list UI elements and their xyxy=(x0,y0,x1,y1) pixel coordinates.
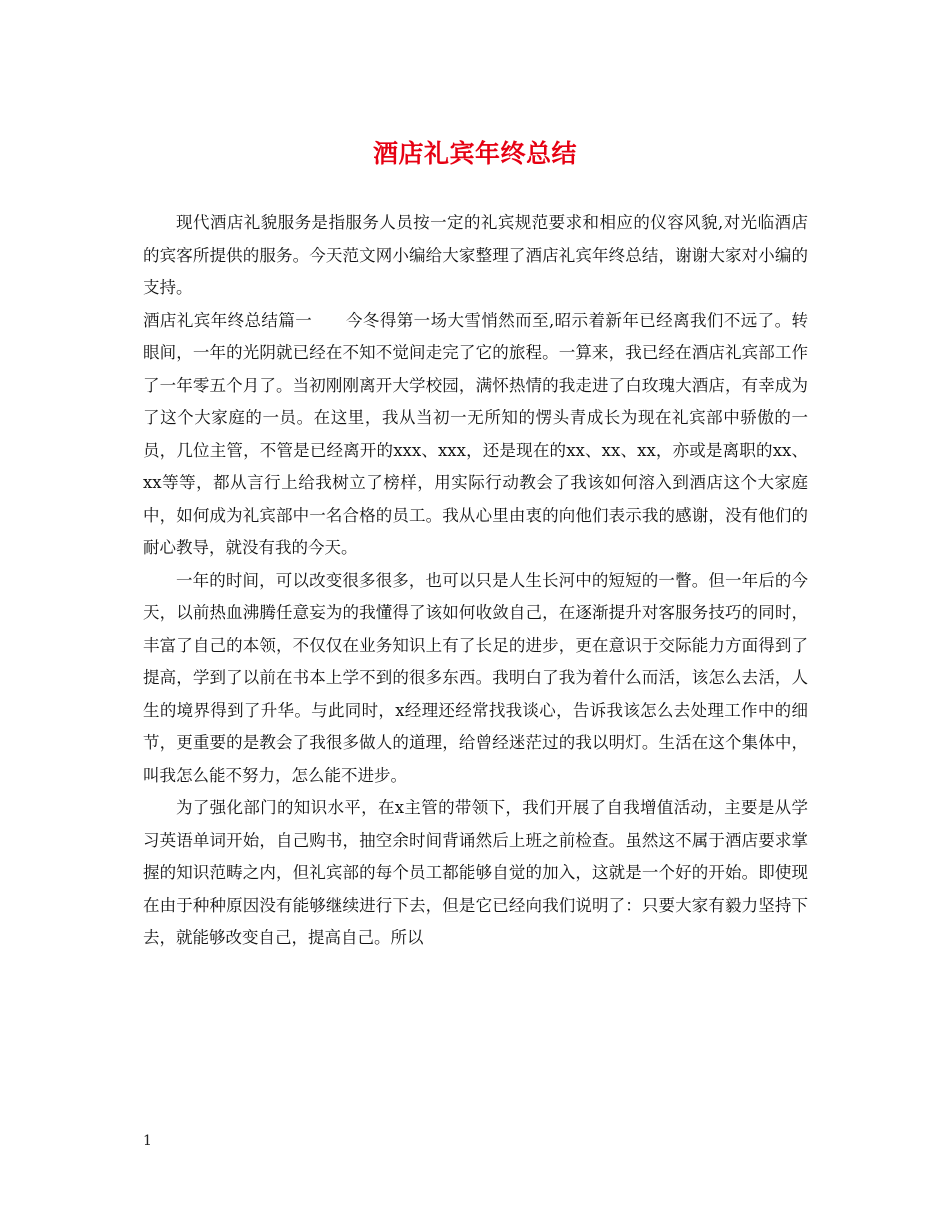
page-number: 1 xyxy=(143,1133,152,1149)
paragraph-intro: 现代酒店礼貌服务是指服务人员按一定的礼宾规范要求和相应的仪容风貌,对光临酒店的宾客所提供的服务。今天范文网小编给大家整理了酒店礼宾年终总结，谢谢大家对小编的支持。 xyxy=(143,213,808,297)
paragraph-self-improvement: 为了强化部门的知识水平，在x主管的带领下，我们开展了自我增值活动，主要是从学习英语单词开始，自己购书，抽空余时间背诵然后上班之前检查。虽然这不属于酒店要求掌握的知识范畴之内，但礼宾部的每个员工都能够自觉的加入，这就是一个好的开始。即使现在由于种种原因没有能够继续进行下去，但是它已经向我们说明了：只要大家有毅力坚持下去，就能够改变自己，提高自己。所以 xyxy=(143,798,808,947)
document-body xyxy=(143,207,808,955)
document-title: 酒店礼宾年终总结 xyxy=(372,139,577,168)
paragraph-year-reflection: 一年的时间，可以改变很多很多，也可以只是人生长河中的短短的一瞥。但一年后的今天，以前热血沸腾任意妄为的我懂得了该如何收敛自己，在逐渐提升对客服务技巧的同时，丰富了自己的本领，不仅仅在业务知识上有了长足的进步，更在意识于交际能力方面得到了提高，学到了以前在书本上学不到的很多东西。我明白了我为着什么而活，该怎么去活，人生的境界得到了升华。与此同时，x经理还经常找我谈心，告诉我该怎么去处理工作中的细节，更重要的是教会了我很多做人的道理，给曾经迷茫过的我以明灯。生活在这个集体中，叫我怎么能不努力，怎么能不进步。 xyxy=(143,570,808,785)
paragraph-part-one: 酒店礼宾年终总结篇一 今冬得第一场大雪悄然而至,昭示着新年已经离我们不远了。转眼间，一年的光阴就已经在不知不觉间走完了它的旅程。一算来，我已经在酒店礼宾部工作了一年零五个月了。当初刚刚离开大学校园，满怀热情的我走进了白玫瑰大酒店，有幸成为了这个大家庭的一员。在这里，我从当初一无所知的愣头青成长为现在礼宾部中骄傲的一员，几位主管，不管是已经离开的xxx、xxx，还是现在的xx、xx、xx，亦或是离职的xx、xx等等，都从言行上给我树立了榜样，用实际行动教会了我该如何溶入到酒店这个大家庭中，如何成为礼宾部中一名合格的员工。我从心里由衷的向他们表示我的感谢，没有他们的耐心教导，就没有我的今天。 xyxy=(143,310,808,557)
